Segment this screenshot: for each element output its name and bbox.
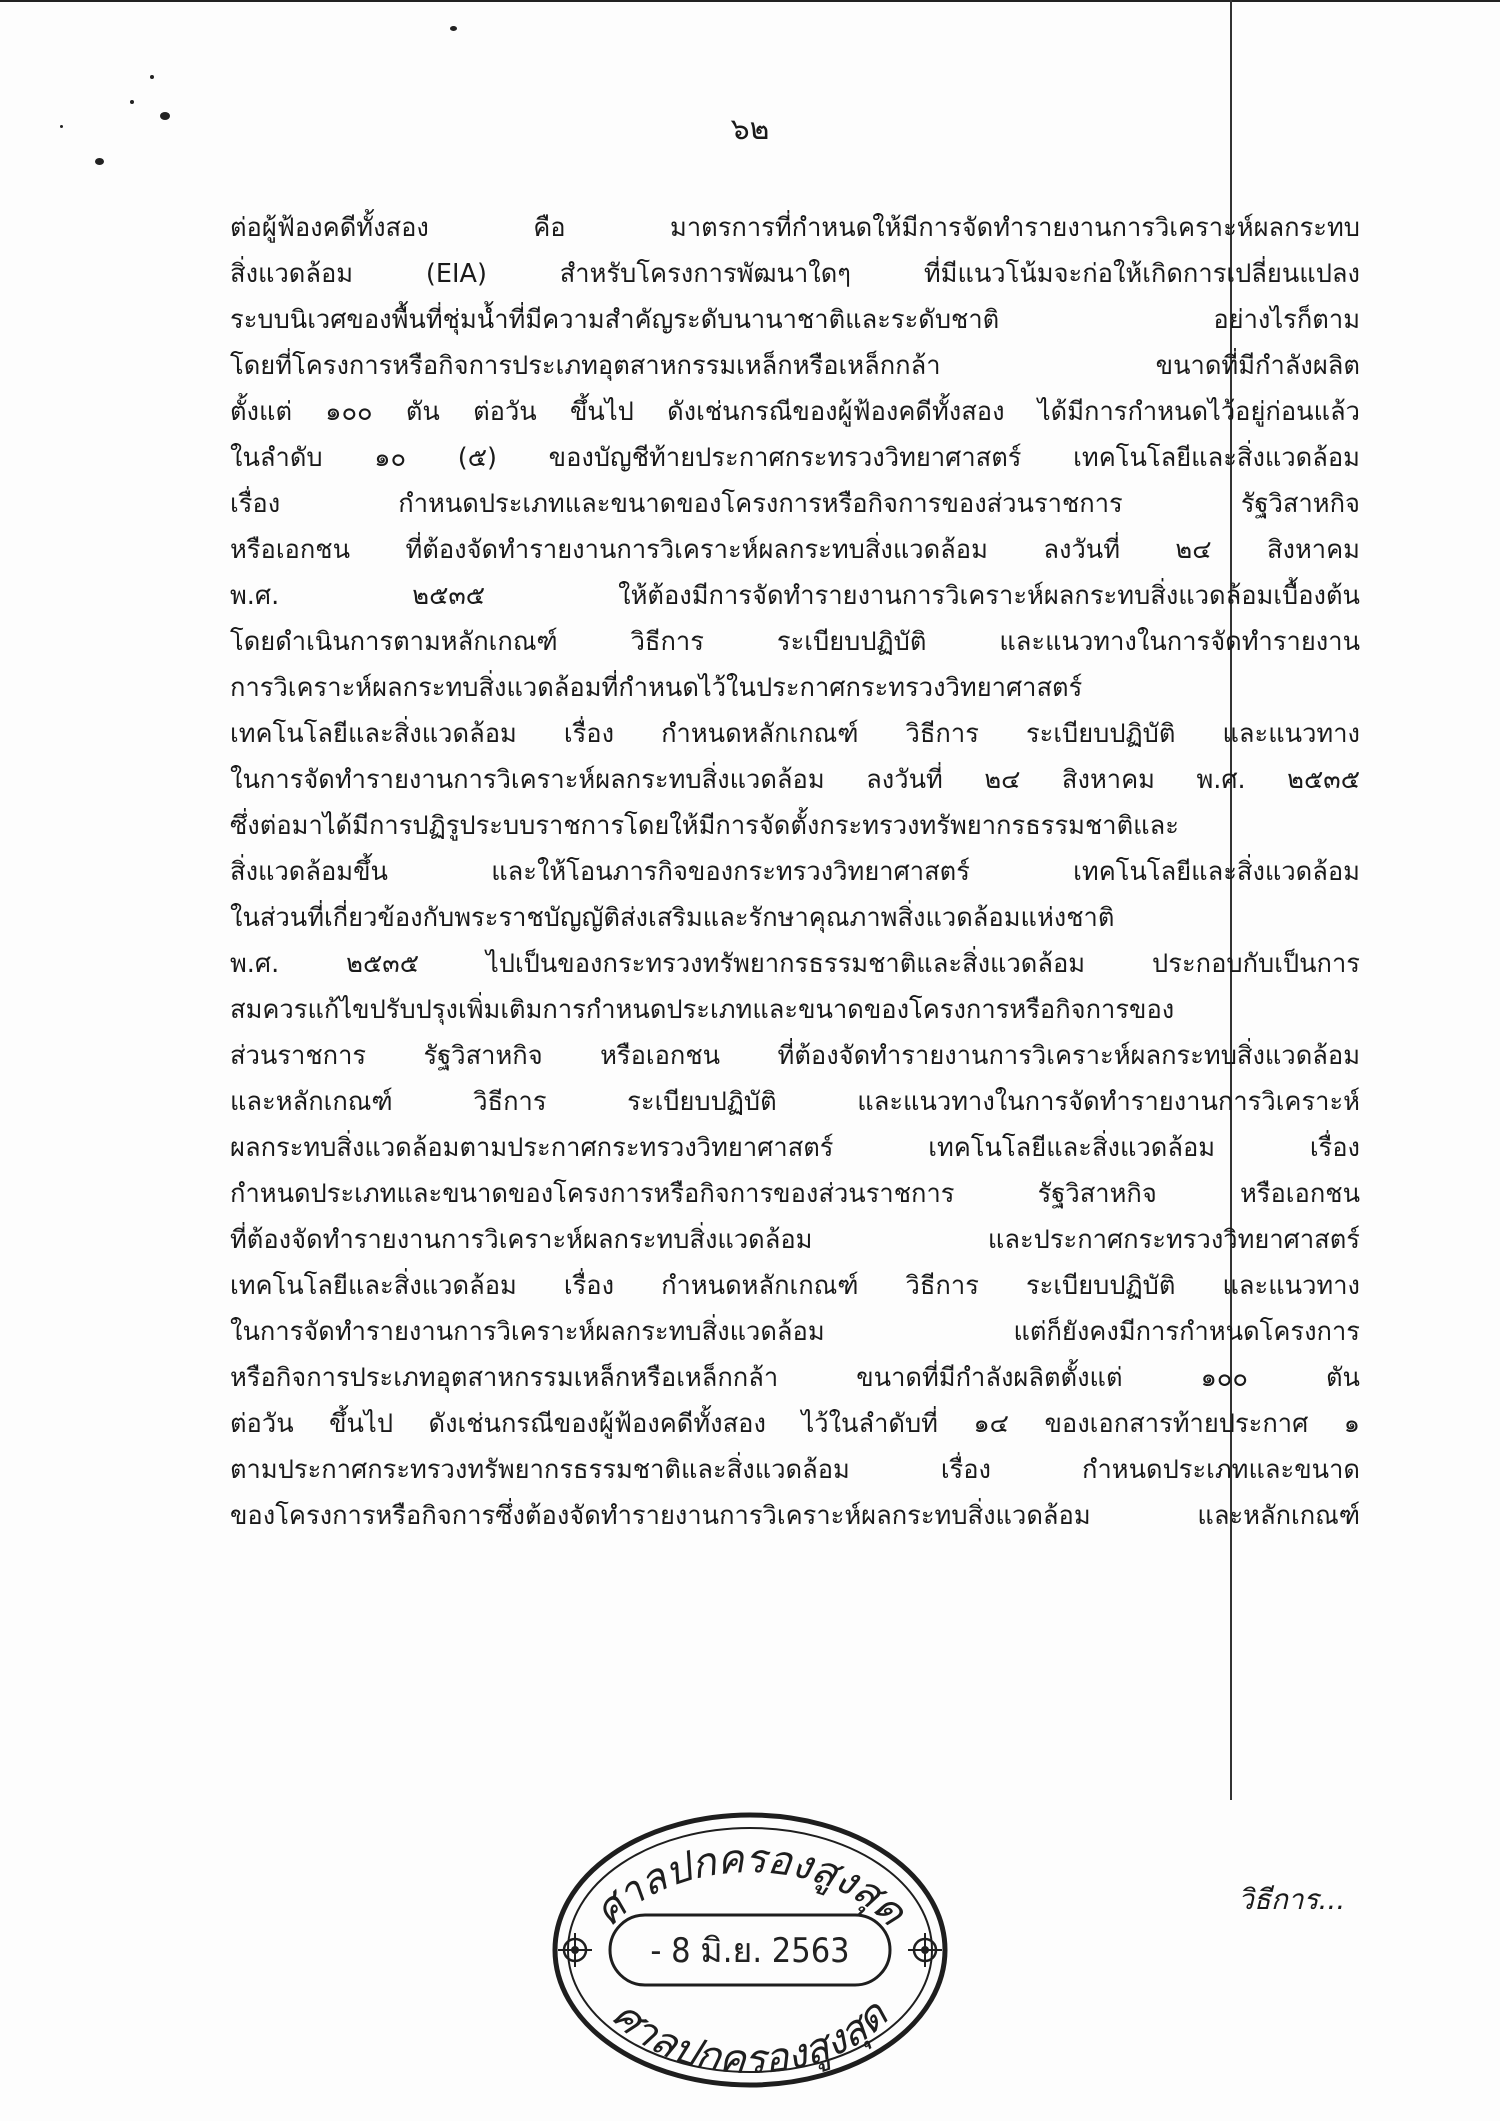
body-paragraph xyxy=(230,205,1360,1539)
body-line: ในส่วนที่เกี่ยวข้องกับพระราชบัญญัติส่งเสริมและรักษาคุณภาพสิ่งแวดล้อมแห่งชาติ xyxy=(230,903,1115,933)
body-line: และหลักเกณฑ์ วิธีการ ระเบียบปฏิบัติ และแนวทางในการจัดทำรายงานการวิเคราะห์ xyxy=(230,1087,1360,1117)
body-line: ในลำดับ ๑๐ (๕) ของบัญชีท้ายประกาศกระทรวงวิทยาศาสตร์ เทคโนโลยีและสิ่งแวดล้อม xyxy=(230,443,1360,473)
stamp-top-text: ศาลปกครองสูงสุด xyxy=(585,1836,915,1935)
body-line: ของโครงการหรือกิจการซึ่งต้องจัดทำรายงานการวิเคราะห์ผลกระทบสิ่งแวดล้อม และหลักเกณฑ์ xyxy=(230,1501,1360,1531)
body-line: โดยดำเนินการตามหลักเกณฑ์ วิธีการ ระเบียบปฏิบัติ และแนวทางในการจัดทำรายงาน xyxy=(230,627,1360,657)
scan-speck xyxy=(130,100,134,104)
body-line: ตามประกาศกระทรวงทรัพยากรธรรมชาติและสิ่งแวดล้อม เรื่อง กำหนดประเภทและขนาด xyxy=(230,1455,1360,1485)
body-line: พ.ศ. ๒๕๓๕ ไปเป็นของกระทรวงทรัพยากรธรรมชาติและสิ่งแวดล้อม ประกอบกับเป็นการ xyxy=(230,949,1360,979)
scan-speck xyxy=(450,26,457,31)
scan-speck xyxy=(95,158,104,165)
body-line: ต่อวัน ขึ้นไป ดังเช่นกรณีของผู้ฟ้องคดีทั้งสอง ไว้ในลำดับที่ ๑๔ ของเอกสารท้ายประกาศ ๑ xyxy=(230,1409,1360,1439)
body-line: พ.ศ. ๒๕๓๕ ให้ต้องมีการจัดทำรายงานการวิเคราะห์ผลกระทบสิ่งแวดล้อมเบื้องต้น xyxy=(230,581,1360,611)
body-line: ที่ต้องจัดทำรายงานการวิเคราะห์ผลกระทบสิ่งแวดล้อม และประกาศกระทรวงวิทยาศาสตร์ xyxy=(230,1225,1360,1255)
body-line: หรือเอกชน ที่ต้องจัดทำรายงานการวิเคราะห์ผลกระทบสิ่งแวดล้อม ลงวันที่ ๒๔ สิงหาคม xyxy=(230,535,1360,565)
body-line: การวิเคราะห์ผลกระทบสิ่งแวดล้อมที่กำหนดไว้ในประกาศกระทรวงวิทยาศาสตร์ xyxy=(230,673,1083,703)
body-line: เทคโนโลยีและสิ่งแวดล้อม เรื่อง กำหนดหลักเกณฑ์ วิธีการ ระเบียบปฏิบัติ และแนวทาง xyxy=(230,719,1360,749)
page-number: ๖๒ xyxy=(730,112,770,147)
stamp-bottom-text: ศาลปกครองสูงสุด xyxy=(603,1992,897,2084)
continuation-text: วิธีการ... xyxy=(1238,1883,1346,1916)
body-line: ตั้งแต่ ๑๐๐ ตัน ต่อวัน ขึ้นไป ดังเช่นกรณีของผู้ฟ้องคดีทั้งสอง ได้มีการกำหนดไว้อยู่ก่อนแล้ว xyxy=(230,397,1360,427)
body-line: ระบบนิเวศของพื้นที่ชุ่มน้ำที่มีความสำคัญระดับนานาชาติและระดับชาติ อย่างไรก็ตาม xyxy=(230,305,1360,335)
stamp-date: - 8 มิ.ย. 2563 xyxy=(650,1931,850,1971)
body-line: กำหนดประเภทและขนาดของโครงการหรือกิจการของส่วนราชการ รัฐวิสาหกิจ หรือเอกชน xyxy=(230,1179,1360,1209)
body-line: ผลกระทบสิ่งแวดล้อมตามประกาศกระทรวงวิทยาศาสตร์ เทคโนโลยีและสิ่งแวดล้อม เรื่อง xyxy=(230,1133,1360,1163)
body-line: สิ่งแวดล้อมขึ้น และให้โอนภารกิจของกระทรวงวิทยาศาสตร์ เทคโนโลยีและสิ่งแวดล้อม xyxy=(230,857,1360,887)
body-line: สมควรแก้ไขปรับปรุงเพิ่มเติมการกำหนดประเภทและขนาดของโครงการหรือกิจการของ xyxy=(230,995,1175,1025)
body-line: เทคโนโลยีและสิ่งแวดล้อม เรื่อง กำหนดหลักเกณฑ์ วิธีการ ระเบียบปฏิบัติ และแนวทาง xyxy=(230,1271,1360,1301)
body-line: เรื่อง กำหนดประเภทและขนาดของโครงการหรือกิจการของส่วนราชการ รัฐวิสาหกิจ xyxy=(230,489,1360,519)
body-line: สิ่งแวดล้อม (EIA) สำหรับโครงการพัฒนาใดๆ ที่มีแนวโน้มจะก่อให้เกิดการเปลี่ยนแปลง xyxy=(230,259,1360,289)
body-line: ในการจัดทำรายงานการวิเคราะห์ผลกระทบสิ่งแวดล้อม แต่ก็ยังคงมีการกำหนดโครงการ xyxy=(230,1317,1360,1347)
body-line: หรือกิจการประเภทอุตสาหกรรมเหล็กหรือเหล็กกล้า ขนาดที่มีกำลังผลิตตั้งแต่ ๑๐๐ ตัน xyxy=(230,1363,1360,1393)
body-line: ซึ่งต่อมาได้มีการปฏิรูประบบราชการโดยให้มีการจัดตั้งกระทรวงทรัพยากรธรรมชาติและ xyxy=(230,811,1179,841)
body-line: ส่วนราชการ รัฐวิสาหกิจ หรือเอกชน ที่ต้องจัดทำรายงานการวิเคราะห์ผลกระทบสิ่งแวดล้อม xyxy=(230,1041,1360,1071)
body-line: โดยที่โครงการหรือกิจการประเภทอุตสาหกรรมเหล็กหรือเหล็กกล้า ขนาดที่มีกำลังผลิต xyxy=(230,351,1360,381)
body-line: ในการจัดทำรายงานการวิเคราะห์ผลกระทบสิ่งแวดล้อม ลงวันที่ ๒๔ สิงหาคม พ.ศ. ๒๕๓๕ xyxy=(230,765,1360,795)
scan-speck xyxy=(150,75,154,79)
court-date-stamp xyxy=(545,1805,955,2095)
top-border-line xyxy=(0,0,1500,2)
body-line: ต่อผู้ฟ้องคดีทั้งสอง คือ มาตรการที่กำหนดให้มีการจัดทำรายงานการวิเคราะห์ผลกระทบ xyxy=(230,213,1360,243)
